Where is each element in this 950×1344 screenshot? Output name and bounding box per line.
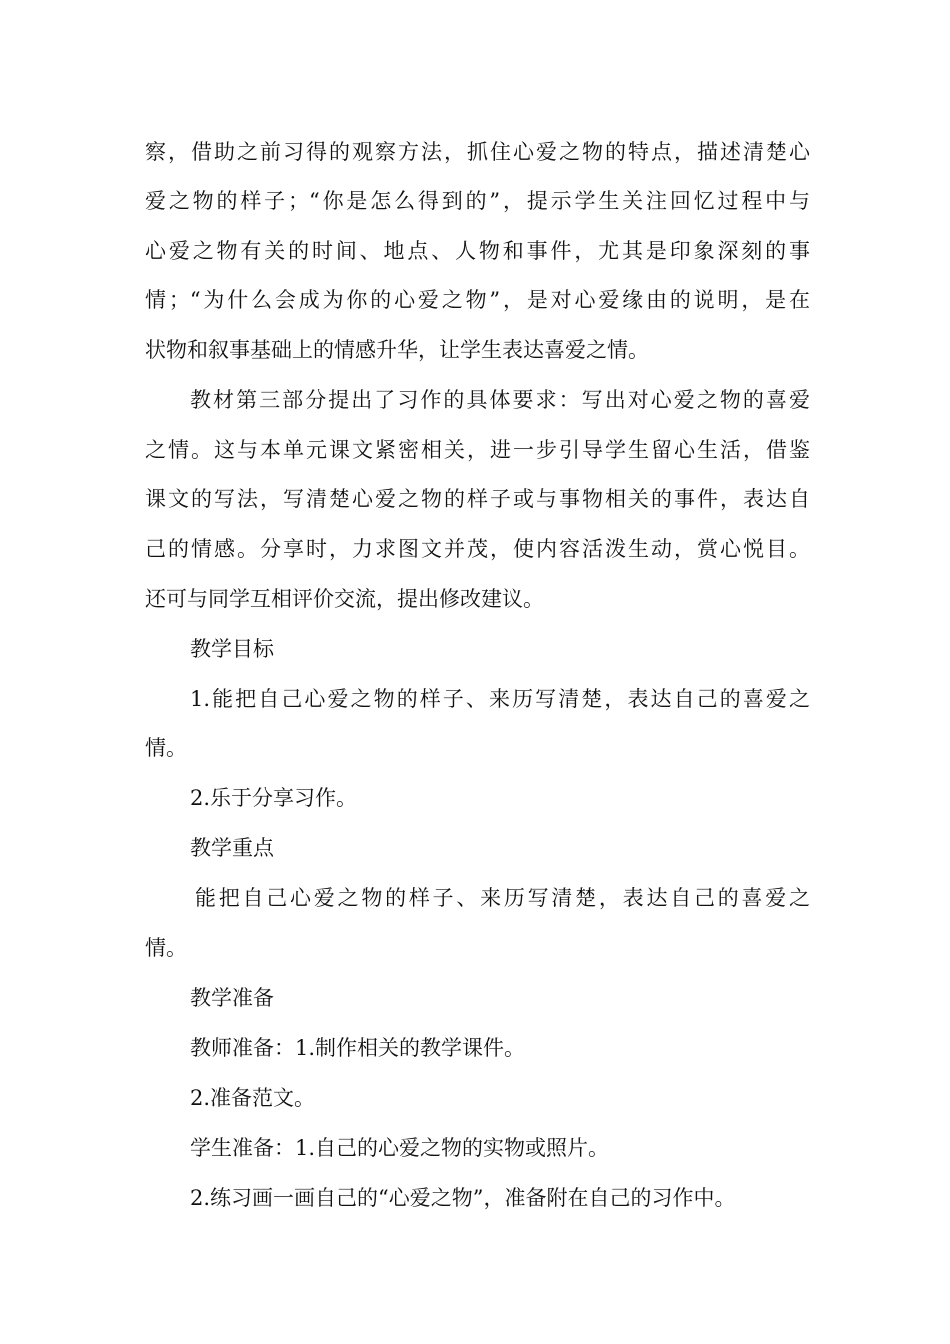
paragraph-line: 教材第三部分提出了习作的具体要求：写出对心爱之物的喜爱: [190, 388, 810, 412]
list-item: 学生准备：1.自己的心爱之物的实物或照片。: [190, 1136, 610, 1160]
paragraph-line: 之情。这与本单元课文紧密相关，进一步引导学生留心生活，借鉴: [145, 438, 810, 462]
section-heading-teaching-preparation: 教学准备: [190, 986, 274, 1010]
paragraph-line: 状物和叙事基础上的情感升华，让学生表达喜爱之情。: [145, 338, 649, 362]
paragraph-line: 情；“为什么会成为你的心爱之物”，是对心爱缘由的说明，是在: [145, 288, 810, 312]
list-item: 2.准备范文。: [190, 1086, 316, 1110]
list-item: 1.能把自己心爱之物的样子、来历写清楚，表达自己的喜爱之: [190, 687, 810, 711]
paragraph-line: 察，借助之前习得的观察方法，抓住心爱之物的特点，描述清楚心: [145, 140, 810, 164]
section-heading-teaching-goals: 教学目标: [190, 637, 274, 661]
list-item: 2.练习画一画自己的“心爱之物”，准备附在自己的习作中。: [190, 1186, 736, 1210]
paragraph-line: 课文的写法，写清楚心爱之物的样子或与事物相关的事件，表达自: [145, 487, 810, 511]
section-heading-teaching-focus: 教学重点: [190, 836, 274, 860]
list-item: 2.乐于分享习作。: [190, 786, 358, 810]
paragraph-line: 能把自己心爱之物的样子、来历写清楚，表达自己的喜爱之: [195, 886, 810, 910]
paragraph-line: 心爱之物有关的时间、地点、人物和事件，尤其是印象深刻的事: [145, 239, 810, 263]
list-item-continuation: 情。: [145, 736, 187, 760]
paragraph-line: 己的情感。分享时，力求图文并茂，使内容活泼生动，赏心悦目。: [145, 537, 810, 561]
paragraph-line: 爱之物的样子；“你是怎么得到的”，提示学生关注回忆过程中与: [145, 189, 810, 213]
list-item: 教师准备：1.制作相关的教学课件。: [190, 1036, 526, 1060]
paragraph-line: 还可与同学互相评价交流，提出修改建议。: [145, 587, 544, 611]
paragraph-line-continuation: 情。: [145, 936, 187, 960]
